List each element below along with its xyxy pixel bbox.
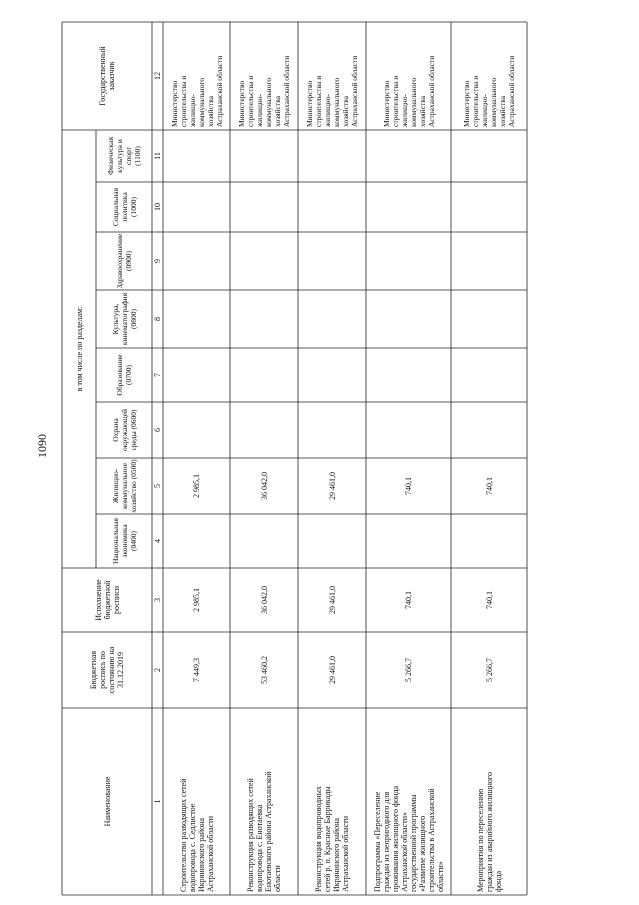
row-name: Строительство разводящих сетей водопровода с. Седлистое Икрянинского района Астраханской области xyxy=(178,778,215,892)
row-exec: 29 461,0 xyxy=(327,586,337,614)
row-customer: Министерство строительства и жилищно- коммунального хозяйства Астраханской области xyxy=(169,55,224,127)
header-section: Жилищно- коммунальное хозяйство (0500) xyxy=(110,459,138,513)
row-exec: 740,1 xyxy=(404,591,413,609)
row-housing: 740,1 xyxy=(484,477,494,495)
header-section: Социальная политика (1000) xyxy=(110,187,138,227)
column-number: 3 xyxy=(153,598,162,602)
header-section: Здравоохранение (0900) xyxy=(115,233,133,289)
row-budget: 53 460,2 xyxy=(259,656,269,684)
row-housing: 29 461,0 xyxy=(327,472,337,500)
header-budget: Бюджетная роспись по состоянию на 31.12.2019 xyxy=(89,646,125,694)
header-customer: Государственный заказчик xyxy=(98,46,116,106)
header-section: Физическая культура и спорт (1100) xyxy=(106,137,142,175)
column-number: 12 xyxy=(153,72,162,80)
row-budget: 5 266,7 xyxy=(404,658,413,682)
row-exec: 740,1 xyxy=(484,591,494,609)
row-budget: 7 449,3 xyxy=(192,658,201,682)
header-section-group: в том числе по разделам: xyxy=(74,306,84,392)
row-budget: 29 461,0 xyxy=(327,656,337,684)
row-name: Реконструкция разводящих сетей водопровода с. Енотаевка Енотаевского района Астраханской области xyxy=(246,771,282,892)
header-section: Охрана окружающей среды (0600) xyxy=(110,409,138,451)
column-number: 1 xyxy=(153,799,162,804)
header-exec: Исполнение бюджетной росписи xyxy=(93,579,121,621)
row-housing: 2 985,1 xyxy=(192,474,201,498)
header-section: Образование (0700) xyxy=(115,354,133,396)
page-number: 1090 xyxy=(35,434,49,458)
row-budget: 5 266,7 xyxy=(484,658,494,682)
column-number: 2 xyxy=(153,668,162,672)
row-exec: 36 042,0 xyxy=(259,586,269,614)
column-number: 4 xyxy=(153,539,162,543)
column-number: 10 xyxy=(153,203,162,211)
row-name: Реконструкция водопроводных сетей р. п. Красные Баррикады Икрянинского района Астраханской области xyxy=(314,786,350,892)
row-name: Мероприятия по переселению граждан из аварийного жилищного фонда xyxy=(475,771,503,892)
row-exec: 2 985,1 xyxy=(192,588,201,612)
column-number: 5 xyxy=(153,484,162,488)
row-customer: Министерство строительства и жилищно- коммунального хозяйства Астраханской области xyxy=(462,55,516,127)
row-customer: Министерство строительства и жилищно- коммунального хозяйства Астраханской области xyxy=(237,55,291,127)
header-section: Национальная экономика (0400) xyxy=(110,518,138,564)
column-number: 8 xyxy=(153,317,162,321)
row-housing: 740,1 xyxy=(404,477,413,495)
column-number: 6 xyxy=(153,428,162,432)
column-number: 11 xyxy=(153,152,162,160)
row-housing: 36 042,0 xyxy=(259,472,269,500)
row-customer: Министерство строительства и жилищно- коммунального хозяйства Астраханской области xyxy=(381,55,436,127)
header-name: Наименование xyxy=(102,776,112,827)
row-name: Подпрограмма «Переселение граждан из непригодного для проживания жилищного фонда Астраханской области» государственной программы «Развитие жилищного строительства в Астраханской области» xyxy=(372,785,445,892)
header-section: Культура, кинематография (0800) xyxy=(110,292,138,346)
row-customer: Министерство строительства и жилищно- коммунального хозяйства Астраханской области xyxy=(305,55,359,127)
column-number: 7 xyxy=(153,373,162,377)
column-number: 9 xyxy=(153,259,162,263)
